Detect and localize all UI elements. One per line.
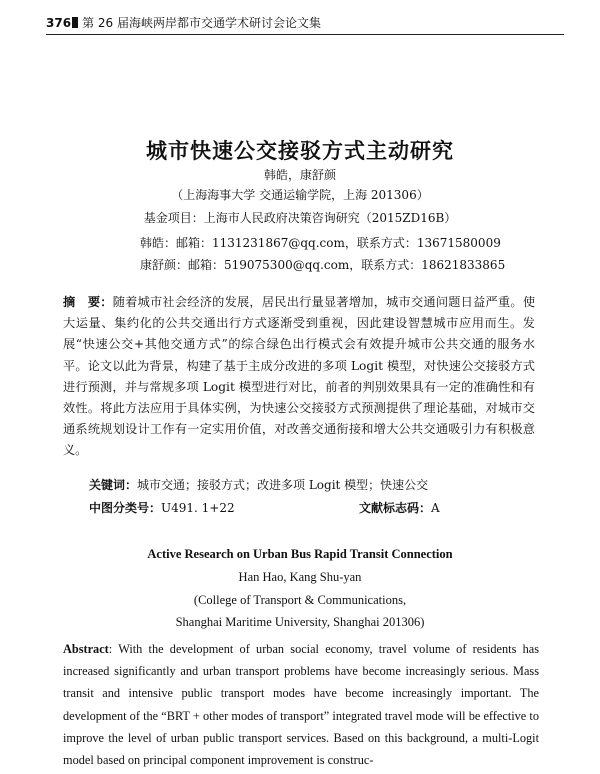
running-title: 第 26 届海峡两岸都市交通学术研讨会论文集: [82, 16, 321, 30]
contact-line: 康舒颜：邮箱：519075300@qq.com，联系方式：18621833865: [140, 258, 506, 272]
page-number: 376: [46, 16, 72, 30]
abstract-cn-text: 随着城市社会经济的发展，居民出行量显著增加，城市交通问题日益严重。使大运量、集约化的公共交通出行方式逐渐受到重视，因此建设智慧城市应用而生。发展“快速公交+其他交通方式”的综合绿色出行模式会有效提升城市公共交通的服务水平。论文以此为背景，构建了基于主成分改进的多项 Logit 模型，对快速公交接驳方式进行预测，并与常规多项 Logit 模型进行对比，前者的判别效果具有一定的准确性和有效性。将此方法应用于具体实例，为快速公交接驳方式预测提供了理论基础，对城市交通系统规划设计工作有一定实用价值，对改善交通衔接和增大公共交通吸引力有积极意义。: [63, 295, 536, 458]
contact-line: 韩皓：邮箱：1131231867@qq.com，联系方式：13671580009: [140, 236, 501, 250]
affiliation-cn: （上海海事大学 交通运输学院，上海 201306）: [171, 188, 429, 202]
keywords-cn: [89, 476, 428, 493]
doc-code: [359, 499, 440, 516]
doc-code-value: A: [431, 501, 440, 515]
keywords-label: 关键词：: [89, 478, 138, 492]
paper-title-cn: 城市快速公交接驳方式主动研究: [146, 139, 454, 163]
abstract-en-label: Abstract: [63, 642, 109, 656]
keywords-text: 城市交通；接驳方式；改进多项 Logit 模型；快速公交: [137, 478, 429, 492]
classification-row: [89, 499, 529, 516]
abstract-en: [63, 638, 539, 771]
doc-code-label: 文献标志码：: [359, 501, 432, 515]
authors-cn: 韩皓，康舒颜: [263, 168, 336, 182]
clc-value: U491. 1+22: [161, 501, 235, 515]
clc-label: 中图分类号：: [89, 501, 162, 515]
funding-note: 基金项目：上海市人民政府决策咨询研究（2015ZD16B）: [143, 211, 457, 225]
abstract-cn: [63, 292, 535, 462]
header-square-mark: [72, 17, 78, 28]
running-header: [46, 12, 564, 34]
paper-title-en: Active Research on Urban Bus Rapid Transit Connection: [147, 547, 453, 561]
abstract-cn-label: 摘 要：: [63, 295, 113, 309]
authors-en: Han Hao, Kang Shu-yan: [238, 570, 362, 584]
affiliation-en-line2: Shanghai Maritime University, Shanghai 201306): [175, 615, 425, 629]
affiliation-en-line1: (College of Transport & Communications,: [193, 593, 407, 607]
header-rule: [46, 34, 564, 35]
abstract-en-text: : With the development of urban social economy, travel volume of residents has increased significantly and urban transport problems have become increasingly serious. Mass transit and intensive public transport modes have become increasingly important. The development of the “BRT + other modes of transport” integrated travel mode will be effective to improve the level of urban public transport services. Based on this background, a multi-Logit model based on principal component improvement is construc-: [63, 642, 539, 768]
